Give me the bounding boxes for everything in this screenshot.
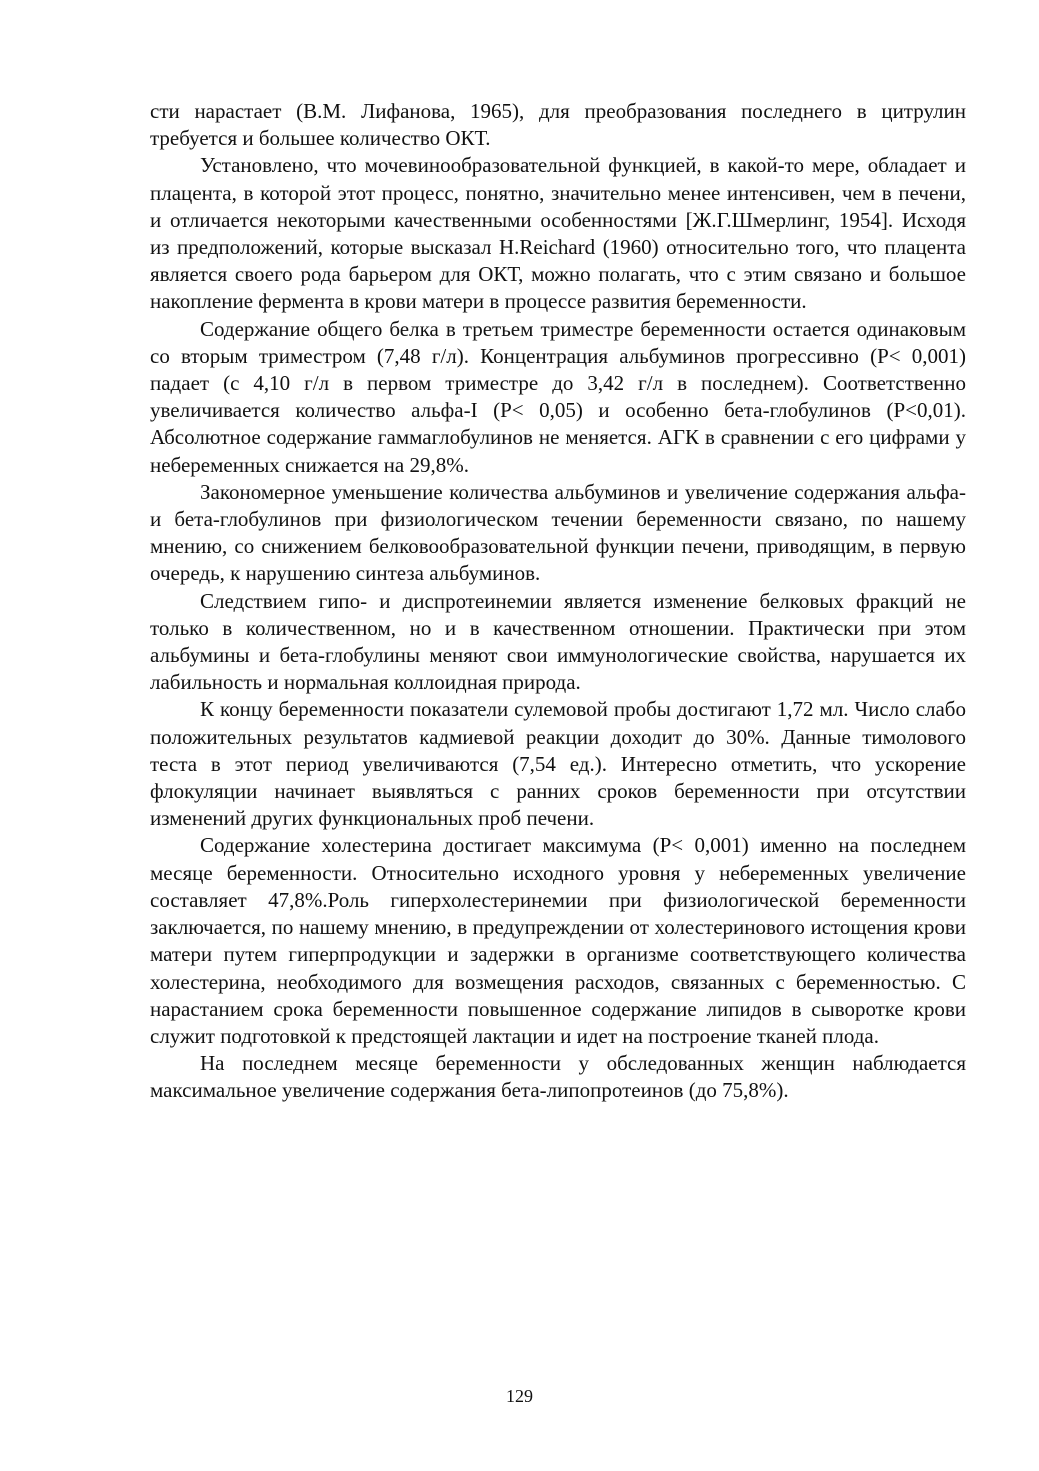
paragraph: К концу беременности показатели сулемовой пробы достигают 1,72 мл. Число слабо положительных результатов кадмиевой реакции доходит до 30%. Данные тимолового теста в этот период увеличиваются (7,54 ед.). Интересно отметить, что ускорение флокуляции начинает выявляться с ранних сроков беременности при отсутствии изменений других функциональных проб печени. xyxy=(150,697,966,831)
body-text xyxy=(150,98,966,1105)
paragraph: Закономерное уменьшение количества альбуминов и увеличение содержания альфа- и бета-глобулинов при физиологическом течении беременности связано, по нашему мнению, со снижением белковообразовательной функции печени, приводящим, в первую очередь, к нарушению синтеза альбуминов. xyxy=(150,479,966,586)
paragraph: На последнем месяце беременности у обследованных женщин наблюдается максимальное увеличение содержания бета-липопротеинов (до 75,8%). xyxy=(150,1051,966,1103)
paragraph-continuation: сти нарастает (В.М. Лифанова, 1965), для преобразования последнего в цитрулин требуется и большее количество ОКТ. xyxy=(150,99,966,151)
paragraph: Установлено, что мочевинообразовательной функцией, в какой-то мере, обладает и плацента, в которой этот процесс, понятно, значительно менее интенсивен, чем в печени, и отличается некоторыми качественными особенностями [Ж.Г.Шмерлинг, 1954]. Исходя из предположений, которые высказал H.Reichard (1960) относительно того, что плацента является своего рода барьером для ОКТ, можно полагать, что с этим связано и большое накопление фермента в крови матери в процессе развития беременности. xyxy=(150,153,966,314)
paragraph: Содержание холестерина достигает максимума (P< 0,001) именно на последнем месяце беременности. Относительно исходного уровня у небеременных увеличение составляет 47,8%.Роль гиперхолестеринемии при физиологической беременности заключается, по нашему мнению, в предупреждении от холестеринового истощения крови матери путем гиперпродукции и задержки в организме соответствующего количества холестерина, необходимого для возмещения расходов, связанных с беременностью. С нарастанием срока беременности повышенное содержание липидов в сыворотке крови служит подготовкой к предстоящей лактации и идет на построение тканей плода. xyxy=(150,833,966,1048)
paragraph: Содержание общего белка в третьем триместре беременности остается одинаковым со вторым триместром (7,48 г/л). Концентрация альбуминов прогрессивно (P< 0,001) падает (с 4,10 г/л в первом триместре до 3,42 г/л в последнем). Соответственно увеличивается количество альфа-I (P< 0,05) и особенно бета-глобулинов (P<0,01). Абсолютное содержание гаммаглобулинов не меняется. АГК в сравнении с его цифрами у небеременных снижается на 29,8%. xyxy=(150,316,966,477)
paragraph: Следствием гипо- и диспротеинемии является изменение белковых фракций не только в количественном, но и в качественном отношении. Практически при этом альбумины и бета-глобулины меняют свои иммунологические свойства, нарушается их лабильность и нормальная коллоидная природа. xyxy=(150,588,966,695)
page-number: 129 xyxy=(506,1386,533,1406)
